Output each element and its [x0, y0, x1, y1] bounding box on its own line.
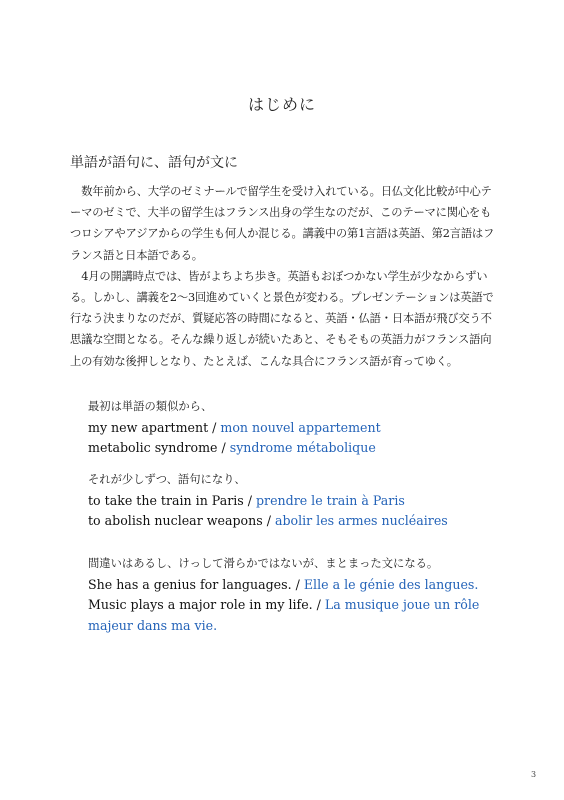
- example-group-phrases: [88, 470, 508, 532]
- example-group-words: [88, 397, 508, 459]
- example-group-sentences: [88, 554, 508, 636]
- french-phrase: abolir les armes nucléaires: [274, 513, 448, 528]
- separator: /: [262, 513, 275, 528]
- english-phrase: my new apartment: [88, 419, 209, 435]
- english-phrase: to take the train in Paris: [88, 492, 244, 508]
- body-text: [70, 181, 498, 372]
- example-pair: [88, 491, 508, 512]
- section-heading: 単語が語句に、語句が文に: [70, 155, 238, 171]
- example-intro: 最初は単語の類似から、: [88, 400, 213, 413]
- page-title: はじめに: [247, 95, 316, 114]
- page-number: 3: [531, 770, 537, 779]
- paragraph-1: 数年前から、大学のゼミナールで留学生を受け入れている。日仏文化比較が中心テーマのゼミで、大半の留学生はフランス出身の学生なのだが、このテーマに関心をもつロシアやアジアからの学生も何人か混じる。講義中の第1言語は英語、第2言語はフランス語と日本語である。: [70, 185, 495, 262]
- separator: /: [243, 492, 256, 508]
- english-phrase: Music plays a major role in my life.: [88, 597, 313, 612]
- example-pair: [88, 511, 508, 532]
- separator: /: [312, 597, 325, 612]
- separator: /: [221, 440, 230, 455]
- example-pair: [88, 595, 508, 636]
- french-phrase: syndrome métabolique: [229, 440, 376, 455]
- paragraph-2: 4月の開講時点では、皆がよちよち歩き。英語もおぼつかない学生が少なからずいる。しかし、講義を2～3回進めていくと景色が変わる。プレゼンテーションは英語で行なう決まりなのだが、質疑応答の時間になると、英語・仏語・日本語が飛び交う不思議な空間となる。そんな繰り返しが続いたあと、そもそもの英語力がフランス語向上の有効な後押しとなり、たとえば、こんな具合にフランス語が育ってゆく。: [70, 269, 494, 368]
- example-intro: 間違いはあるし、けっして滑らかではないが、まとまった文になる。: [88, 557, 439, 570]
- english-phrase: to abolish nuclear weapons: [88, 513, 263, 528]
- french-phrase: prendre le train à Paris: [255, 492, 405, 508]
- french-phrase: mon nouvel appartement: [220, 419, 381, 435]
- french-phrase: Elle a le génie des langues.: [303, 576, 479, 592]
- example-pair: [88, 575, 508, 596]
- separator: /: [291, 576, 304, 592]
- english-phrase: She has a genius for languages.: [88, 576, 292, 592]
- english-phrase: metabolic syndrome: [88, 440, 222, 455]
- example-pair: [88, 438, 508, 459]
- separator: /: [208, 419, 221, 435]
- example-intro: それが少しずつ、語句になり、: [88, 473, 246, 486]
- example-pair: [88, 418, 508, 439]
- french-phrase: La musique joue un rôle majeur dans ma vie.: [88, 597, 480, 633]
